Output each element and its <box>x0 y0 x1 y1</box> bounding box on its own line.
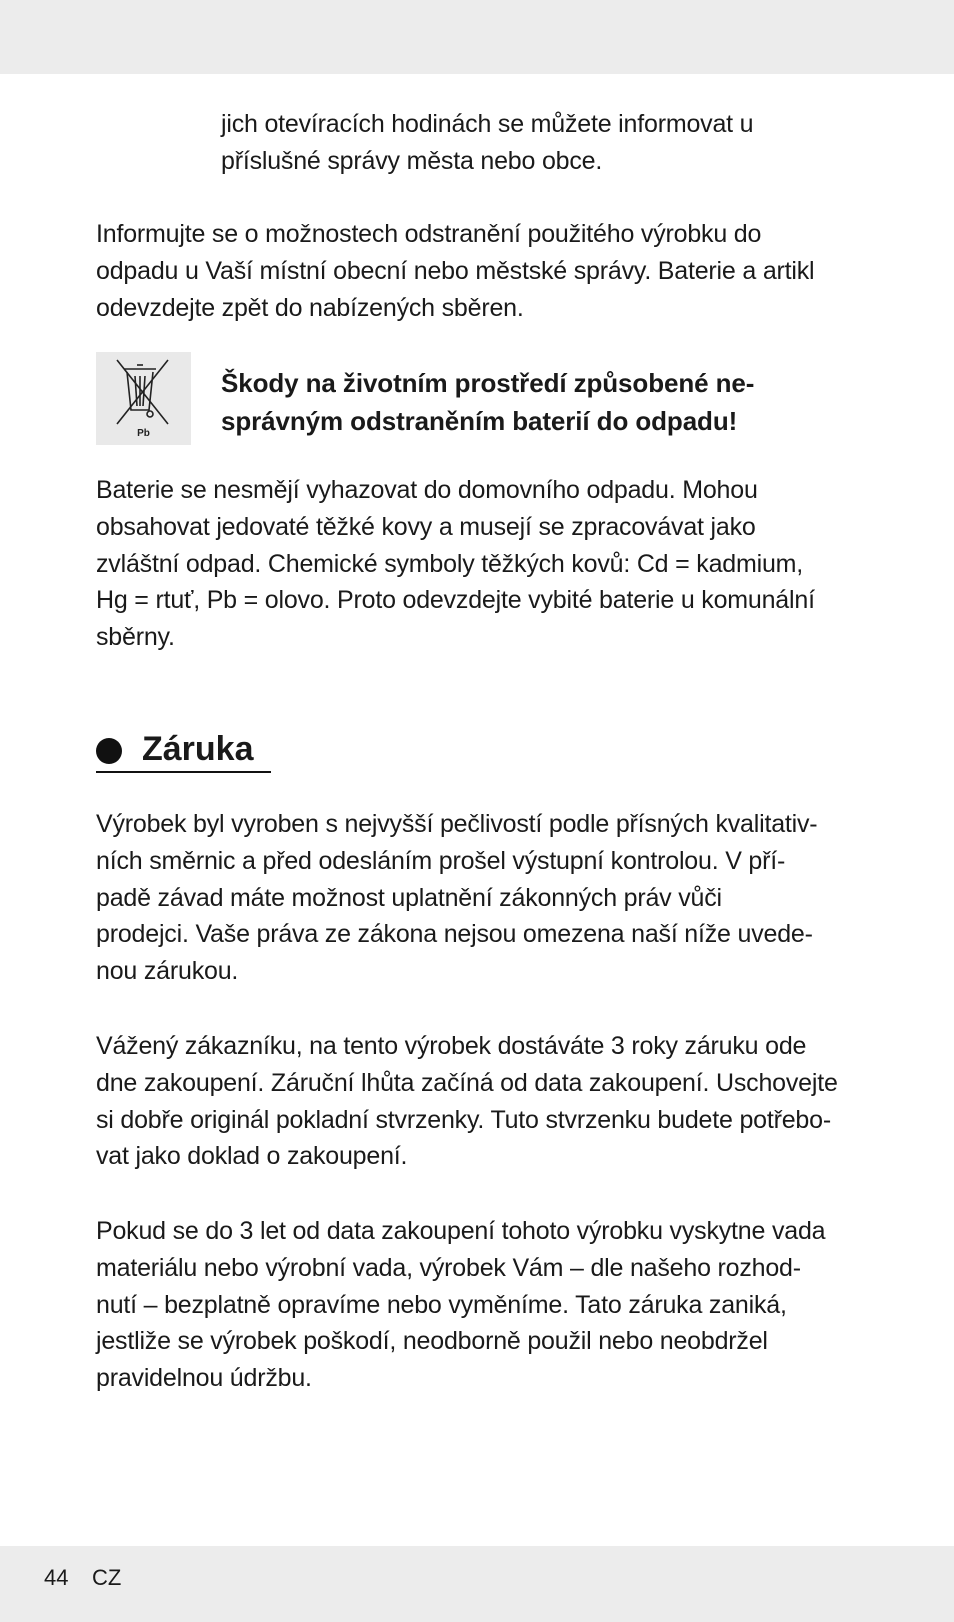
section-title: Záruka <box>142 730 254 768</box>
text-line: pravidelnou údržbu. <box>96 1364 312 1393</box>
text-line: odpadu u Vaší místní obecní nebo městské správy. Baterie a artikl <box>96 256 815 285</box>
paragraph-collection-points <box>221 106 753 180</box>
top-band <box>0 0 954 74</box>
bottom-band <box>0 1546 954 1622</box>
text-line: sběrny. <box>96 623 175 652</box>
text-line: Pokud se do 3 let od data zakoupení tohoto výrobku vyskytne vada <box>96 1217 826 1245</box>
text-line: Informujte se o možnostech odstranění použitého výrobku do <box>96 220 762 248</box>
paragraph-warranty-terms <box>96 1213 825 1397</box>
warning-title <box>221 364 754 440</box>
text-line: příslušné správy města nebo obce. <box>221 146 603 175</box>
text-line: vat jako doklad o zakoupení. <box>96 1142 408 1171</box>
paragraph-warranty-intro <box>96 806 817 990</box>
text-line: jich otevíracích hodinách se můžete informovat u <box>221 110 754 138</box>
page-number: 44 <box>44 1565 69 1590</box>
section-bullet-icon <box>96 738 122 764</box>
text-line: nou zárukou. <box>96 957 239 986</box>
text-line: padě závad máte možnost uplatnění zákonných práv vůči <box>96 883 722 912</box>
text-line: nutí – bezplatně opravíme nebo vyměníme. Tato záruka zaniká, <box>96 1290 787 1319</box>
text-line: prodejci. Vaše práva ze zákona nejsou omezena naší níže uvede- <box>96 920 813 949</box>
text-line: zvláštní odpad. Chemické symboly těžkých kovů: Cd = kadmium, <box>96 549 804 578</box>
warning-title-line: Škody na životním prostředí způsobené ne- <box>221 368 755 398</box>
text-line: Vážený zákazníku, na tento výrobek dostáváte 3 roky záruku ode <box>96 1032 807 1060</box>
text-line: materiálu nebo výrobní vada, výrobek Vám – dle našeho rozhod- <box>96 1253 801 1282</box>
text-line: Baterie se nesmějí vyhazovat do domovního odpadu. Mohou <box>96 476 758 504</box>
section-underline <box>96 771 271 773</box>
text-line: ních směrnic a před odesláním prošel výstupní kontrolou. V pří- <box>96 846 786 875</box>
text-line: dne zakoupení. Záruční lhůta začíná od data zakoupení. Uschovejte <box>96 1068 838 1097</box>
paragraph-disposal-info <box>96 216 814 326</box>
text-line: si dobře originál pokladní stvrzenky. Tuto stvrzenku budete potřebo- <box>96 1105 831 1134</box>
text-line: Výrobek byl vyroben s nejvyšší pečlivostí podle přísných kvalitativ- <box>96 810 818 838</box>
pb-label: Pb <box>137 428 150 439</box>
battery-disposal-symbol <box>96 352 191 445</box>
paragraph-warranty-period <box>96 1028 838 1175</box>
paragraph-battery-hazard <box>96 472 815 656</box>
text-line: jestliže se výrobek poškodí, neodborně použil nebo neobdržel <box>96 1327 768 1356</box>
text-line: Hg = rtuť, Pb = olovo. Proto odevzdejte vybité baterie u komunální <box>96 586 815 615</box>
language-code: CZ <box>92 1565 122 1590</box>
warning-title-line: správným odstraněním baterií do odpadu! <box>221 406 738 436</box>
text-line: odevzdejte zpět do nabízených sběren. <box>96 293 524 322</box>
text-line: obsahovat jedovaté těžké kovy a musejí se zpracovávat jako <box>96 512 756 541</box>
